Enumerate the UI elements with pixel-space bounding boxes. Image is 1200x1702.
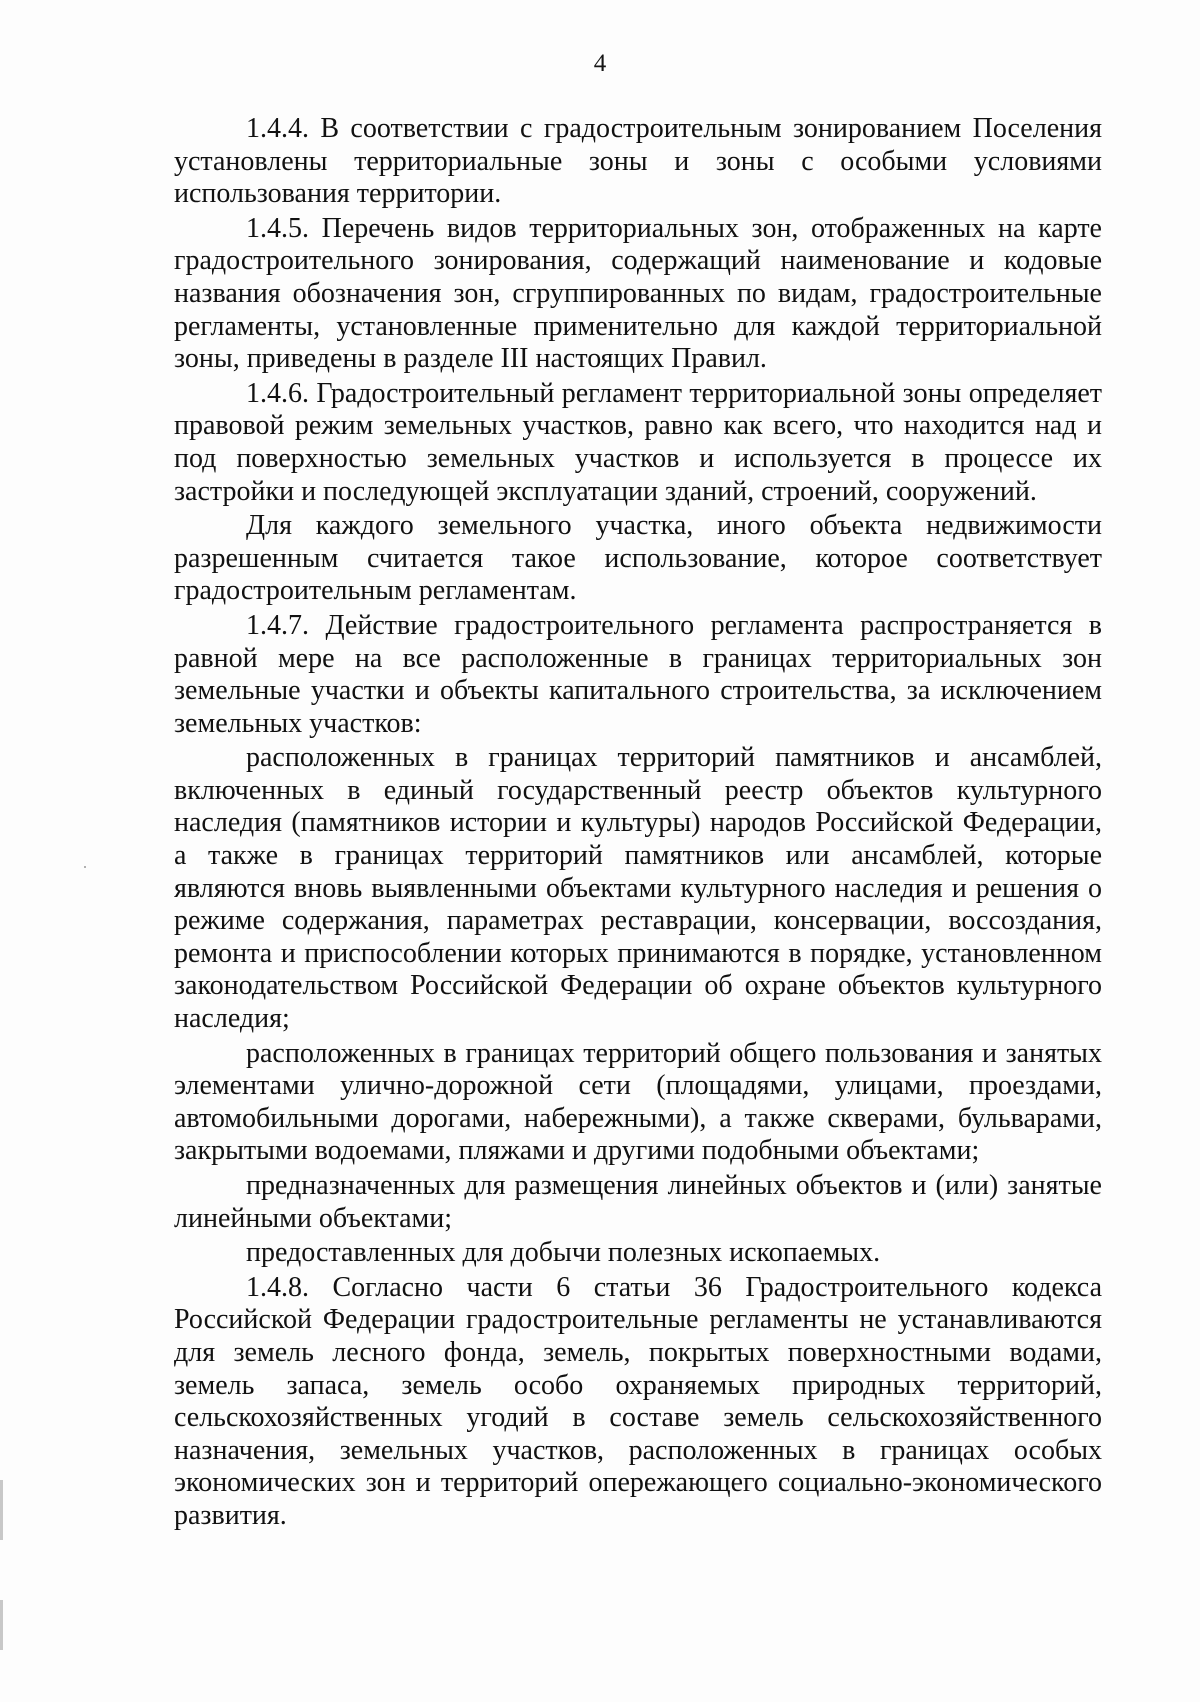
paragraph-1-4-4: 1.4.4. В соответствии с градостроительным зонированием Поселения установлены территориальные зоны и зоны с особыми условиями использования территории. [174, 113, 1102, 210]
list-item-linear-objects: предназначенных для размещения линейных объектов и (или) занятые линейными объектами; [174, 1170, 1102, 1234]
document-body [174, 113, 1102, 1535]
paragraph-1-4-5: 1.4.5. Перечень видов территориальных зон, отображенных на карте градостроительного зонирования, содержащий наименование и кодовые названия обозначения зон, сгруппированных по видам, градостроительные регламенты, установленные применительно для каждой территориальной зоны, приведены в разделе III настоящих Правил. [174, 212, 1102, 375]
list-item-mining: предоставленных для добычи полезных ископаемых. [246, 1237, 881, 1269]
paragraph-1-4-7: 1.4.7. Действие градостроительного регламента распространяется в равной мере на все расположенные в границах территориальных зон земельные участки и объекты капитального строительства, за исключением земельных участков: [174, 609, 1102, 739]
page-number: 4 [593, 50, 607, 77]
list-item-public-use: расположенных в границах территорий общего пользования и занятых элементами улично-дорожной сети (площадями, улицами, проездами, автомобильными дорогами, набережными), а также скверами, бульварами, закрытыми водоемами, пляжами и другими подобными объектами; [174, 1037, 1102, 1167]
paragraph-1-4-8: 1.4.8. Согласно части 6 статьи 36 Градостроительного кодекса Российской Федерации градостроительные регламенты не устанавливаются для земель лесного фонда, земель, покрытых поверхностными водами, земель запаса, земель особо охраняемых природных территорий, сельскохозяйственных угодий в составе земель сельскохозяйственного назначения, земельных участков, расположенных в границах особых экономических зон и территорий опережающего социально-экономического развития. [174, 1271, 1102, 1531]
scan-edge-mark [0, 1480, 3, 1540]
paragraph-permitted-use: Для каждого земельного участка, иного объекта недвижимости разрешенным считается такое использование, которое соответствует градостроительным регламентам. [174, 510, 1102, 607]
list-item-heritage: расположенных в границах территорий памятников и ансамблей, включенных в единый государственный реестр объектов культурного наследия (памятников истории и культуры) народов Российской Федерации, а также в границах территорий памятников или ансамблей, которые являются вновь выявленными объектами культурного наследия и решения о режиме содержания, параметрах реставрации, консервации, воссоздания, ремонта и приспособлении которых принимаются в порядке, установленном законодательством Российской Федерации об охране объектов культурного наследия; [174, 742, 1102, 1035]
paragraph-1-4-6: 1.4.6. Градостроительный регламент территориальной зоны определяет правовой режим земельных участков, равно как всего, что находится над и под поверхностью земельных участков и используется в процессе их застройки и последующей эксплуатации зданий, строений, сооружений. [174, 377, 1102, 507]
scan-speck [84, 866, 86, 868]
scan-edge-mark [0, 1600, 3, 1650]
